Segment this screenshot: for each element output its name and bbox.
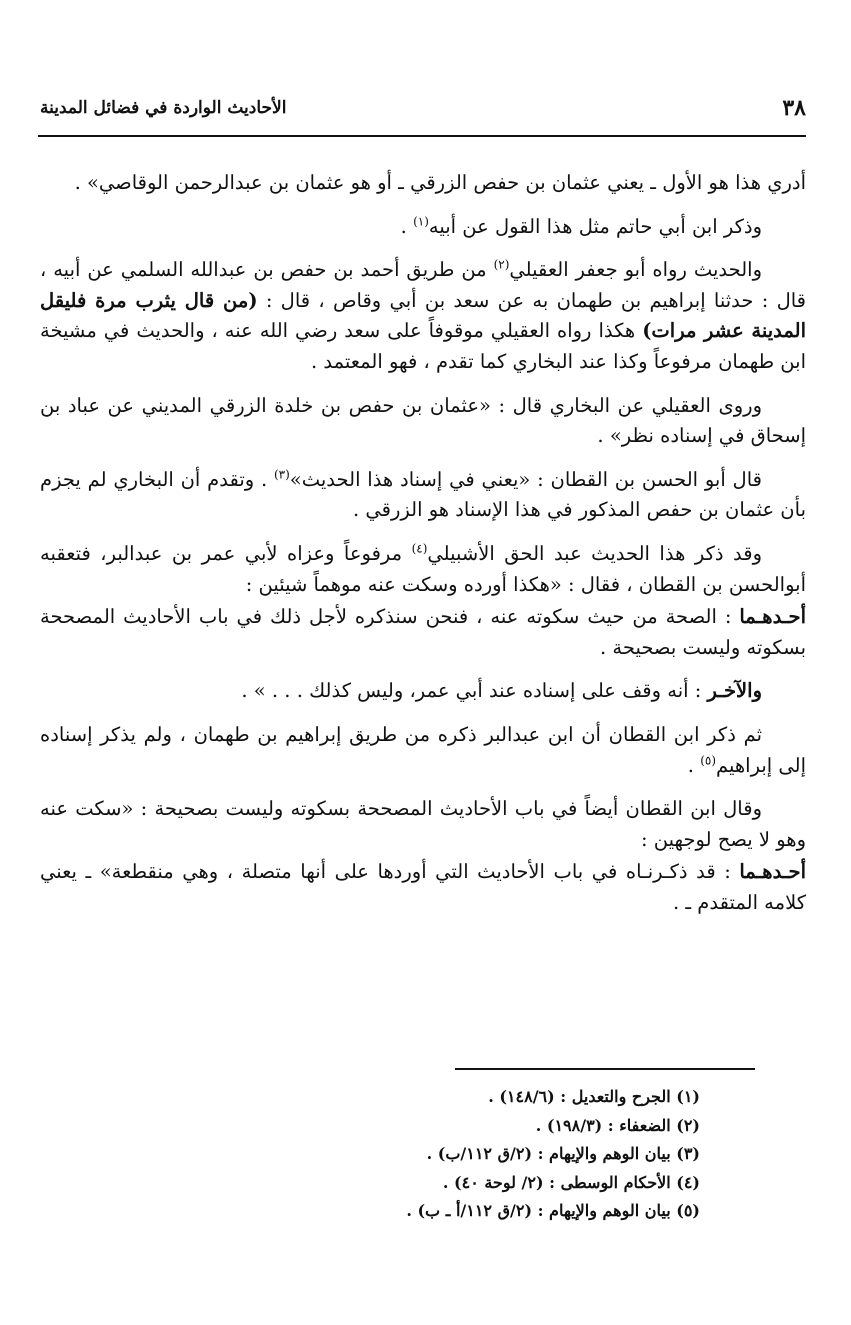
paragraph-3-text-b: من طريق أحمد بن حفص بن عبدالله السلمي عن أبيه ، قال : حدثنا إبراهيم بن طهمان به عن سعد بن أبي وقاص ، قال : — [40, 258, 806, 312]
paragraph-2 — [40, 212, 806, 243]
paragraph-10-text: وقال ابن القطان أيضاً في باب الأحاديث المصححة بسكوته وليست بصحيحة : «سكت عنه وهو لا يصح لوجهين : — [40, 797, 806, 851]
paragraph-3 — [40, 255, 806, 377]
paragraph-11-text: : قد ذكـرنـاه في باب الأحاديث التي أوردها على أنها متصلة ، وهي منقطعة» ـ يعني كلامه المتقدم ـ . — [40, 860, 806, 914]
footnote-2: (٢) الضعفاء : (١٩٨/٣) . — [535, 1115, 700, 1135]
paragraph-6-text-a: وقد ذكر هذا الحديث عبد الحق الأشبيلي — [427, 541, 763, 565]
paragraph-7 — [40, 602, 806, 663]
paragraph-8 — [40, 676, 806, 707]
page-header — [40, 88, 806, 122]
paragraph-8-label: والآخـر — [707, 679, 762, 703]
paragraph-7-label: أحـدهـما — [739, 605, 806, 629]
footnote-ref-5: (٥) — [700, 753, 717, 767]
header-rule — [38, 135, 806, 137]
paragraph-2-text: وذكر ابن أبي حاتم مثل هذا القول عن أبيه — [428, 214, 762, 238]
paragraph-4 — [40, 391, 806, 452]
paragraph-7-text: : الصحة من حيث سكوته عنه ، فنحن سنذكره لأجل ذلك في باب الأحاديث المصححة بسكوته وليست بصحيحة . — [40, 605, 806, 659]
footnote-ref-2: (٢) — [493, 257, 510, 272]
footnote-5: (٥) بيان الوهم والإيهام : (٢/ق ١١٢/أ ـ ب) . — [406, 1201, 700, 1220]
paragraph-5-text-a: قال أبو الحسن بن القطان : «يعني في إسناد هذا الحديث» — [289, 467, 762, 491]
paragraph-11-label: أحـدهـما — [739, 860, 806, 884]
footnote-rule — [455, 1068, 755, 1070]
paragraph-5-text-b: . وتقدم أن البخاري لم يجزم بأن عثمان بن حفص المذكور في هذا الإسناد هو الزرقي . — [40, 467, 806, 522]
main-text — [40, 168, 806, 931]
paragraph-9-end: . — [687, 753, 701, 777]
paragraph-6 — [40, 539, 806, 600]
paragraph-3-text-c: هكذا رواه العقيلي موقوفاً على سعد رضي الله عنه ، والحديث في مشيخة ابن طهمان مرفوعاً وكذا عند البخاري كما تقدم ، فهو المعتمد . — [40, 319, 806, 373]
paragraph-9 — [40, 720, 806, 781]
paragraph-9-text: ثم ذكر ابن القطان أن ابن عبدالبر ذكره من طريق إبراهيم بن طهمان ، ولم يذكر إسناده إلى إبراهيم — [40, 722, 806, 777]
paragraph-3-text-a: والحديث رواه أبو جعفر العقيلي — [509, 258, 762, 282]
footnote-ref-3: (٣) — [273, 467, 290, 482]
footnote-ref-4: (٤) — [411, 541, 428, 556]
page-number: ٣٨ — [782, 95, 806, 121]
footnote-1: (١) الجرح والتعديل : (١٤٨/٦) . — [488, 1087, 700, 1106]
paragraph-3-quote: (من قال يثرب مرة فليقل المدينة عشر مرات) — [40, 288, 806, 343]
paragraph-1 — [40, 168, 806, 199]
footnote-3: (٣) بيان الوهم والإيهام : (٢/ق ١١٢/ب) . — [426, 1144, 700, 1163]
paragraph-11 — [40, 857, 806, 918]
paragraph-4-text: وروى العقيلي عن البخاري قال : «عثمان بن حفص بن خلدة الزرقي المديني عن عباد بن إسحاق في إسناده نظر» . — [40, 393, 806, 448]
paragraph-2-end: . — [400, 214, 414, 238]
paragraph-6-text-b: مرفوعاً وعزاه لأبي عمر بن عبدالبر، فتعقبه أبوالحسن بن القطان ، فقال : «هكذا أورده وسكت عنه موهماً شيئين : — [40, 541, 806, 596]
paragraph-10 — [40, 794, 806, 855]
footnote-4: (٤) الأحكام الوسطى : (٢/ لوحة ٤٠) . — [442, 1172, 700, 1192]
footnote-ref-1: (١) — [413, 214, 429, 229]
paragraph-8-text: : أنه وقف على إسناده عند أبي عمر، وليس كذلك . . . » . — [241, 679, 708, 703]
paragraph-5 — [40, 465, 806, 526]
paragraph-1-text: أدري هذا هو الأول ـ يعني عثمان بن حفص الزرقي ـ أو هو عثمان بن عبدالرحمن الوقاصي» . — [74, 171, 806, 194]
running-title: الأحاديث الواردة في فضائل المدينة — [40, 98, 287, 118]
footnotes — [300, 1083, 700, 1226]
